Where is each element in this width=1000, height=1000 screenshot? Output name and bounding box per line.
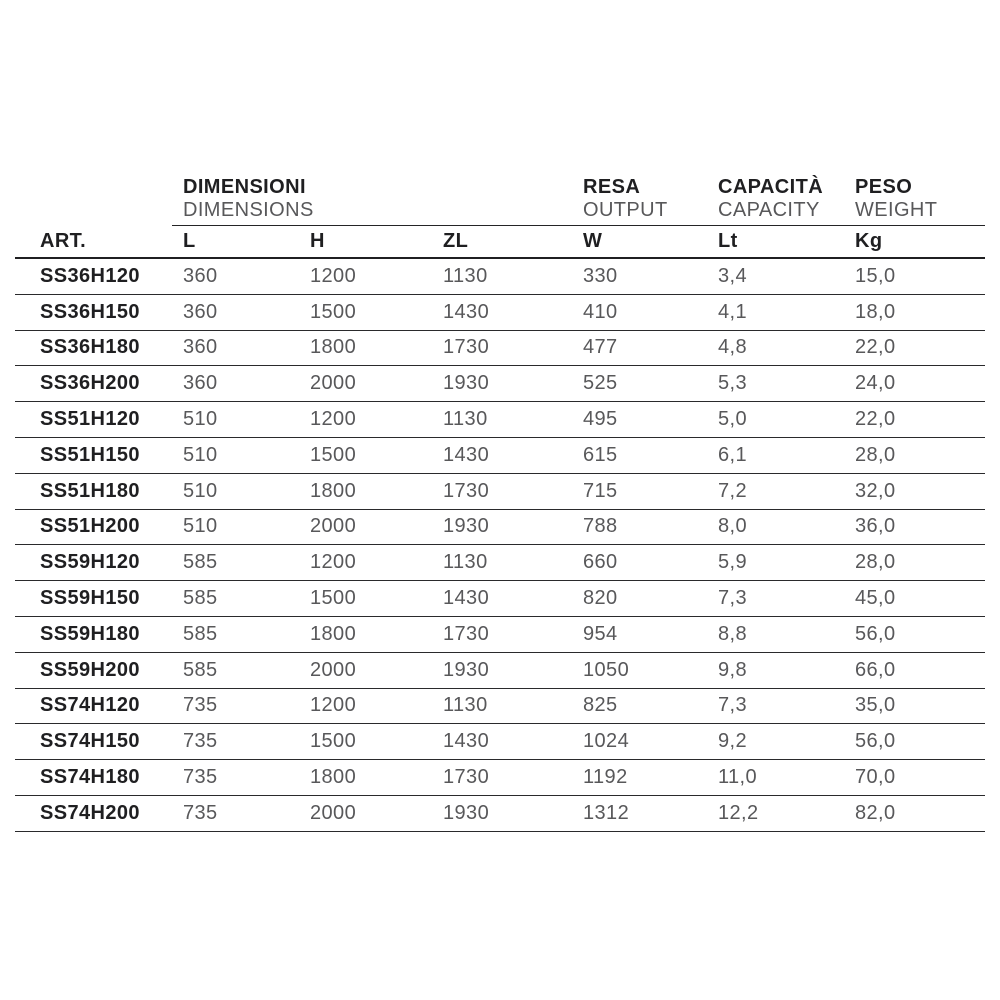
value-cell: 1800 <box>310 622 357 645</box>
table-row <box>15 617 985 653</box>
value-cell: 1500 <box>310 300 357 323</box>
value-cell: 1800 <box>310 336 357 359</box>
value-cell: 660 <box>583 551 618 574</box>
table-row <box>15 510 985 546</box>
value-cell: 32,0 <box>855 479 896 502</box>
value-cell: 7,2 <box>718 479 748 502</box>
art-cell: SS51H180 <box>40 479 140 502</box>
value-cell: 735 <box>183 694 218 717</box>
value-cell: 1430 <box>443 587 490 610</box>
art-cell: SS59H200 <box>40 658 140 681</box>
group-subtitle-capacity: CAPACITY <box>718 199 820 221</box>
value-cell: 735 <box>183 766 218 789</box>
value-cell: 5,3 <box>718 372 748 395</box>
group-dimensions <box>183 176 583 222</box>
column-header-zl: ZL <box>443 230 469 252</box>
table-row <box>15 295 985 331</box>
value-cell: 28,0 <box>855 551 896 574</box>
art-cell: SS36H150 <box>40 300 140 323</box>
value-cell: 735 <box>183 801 218 824</box>
value-cell: 1130 <box>443 694 488 717</box>
value-cell: 6,1 <box>718 443 748 466</box>
column-header-h: H <box>310 230 325 252</box>
table-row <box>15 474 985 510</box>
value-cell: 5,9 <box>718 551 748 574</box>
value-cell: 9,2 <box>718 730 748 753</box>
column-header-row <box>15 226 985 259</box>
value-cell: 1130 <box>443 408 488 431</box>
value-cell: 22,0 <box>855 336 896 359</box>
table-row <box>15 581 985 617</box>
value-cell: 360 <box>183 336 218 359</box>
value-cell: 2000 <box>310 658 357 681</box>
value-cell: 510 <box>183 515 218 538</box>
value-cell: 510 <box>183 408 218 431</box>
value-cell: 788 <box>583 515 618 538</box>
value-cell: 1500 <box>310 730 357 753</box>
value-cell: 585 <box>183 587 218 610</box>
value-cell: 585 <box>183 658 218 681</box>
value-cell: 1050 <box>583 658 630 681</box>
art-cell: SS51H200 <box>40 515 140 538</box>
art-cell: SS74H200 <box>40 801 140 824</box>
column-header-kg: Kg <box>855 230 883 252</box>
value-cell: 2000 <box>310 801 357 824</box>
art-cell: SS51H150 <box>40 443 140 466</box>
value-cell: 1430 <box>443 730 490 753</box>
group-title-dimensioni: DIMENSIONI <box>183 176 306 198</box>
value-cell: 330 <box>583 264 618 287</box>
value-cell: 615 <box>583 443 618 466</box>
art-cell: SS59H150 <box>40 587 140 610</box>
value-cell: 4,1 <box>718 300 748 323</box>
spec-table <box>15 176 985 832</box>
value-cell: 825 <box>583 694 618 717</box>
table-row <box>15 402 985 438</box>
table-row <box>15 438 985 474</box>
value-cell: 4,8 <box>718 336 748 359</box>
value-cell: 1930 <box>443 658 490 681</box>
art-cell: SS51H120 <box>40 408 140 431</box>
value-cell: 585 <box>183 622 218 645</box>
value-cell: 1200 <box>310 264 357 287</box>
value-cell: 1130 <box>443 264 488 287</box>
art-cell: SS59H120 <box>40 551 140 574</box>
value-cell: 8,0 <box>718 515 748 538</box>
value-cell: 510 <box>183 443 218 466</box>
group-title-resa: RESA <box>583 176 641 198</box>
value-cell: 495 <box>583 408 618 431</box>
value-cell: 9,8 <box>718 658 748 681</box>
column-header-l: L <box>183 230 196 252</box>
value-cell: 1730 <box>443 766 490 789</box>
value-cell: 1500 <box>310 443 357 466</box>
value-cell: 1200 <box>310 694 357 717</box>
table-row <box>15 366 985 402</box>
value-cell: 820 <box>583 587 618 610</box>
value-cell: 1024 <box>583 730 630 753</box>
column-header-art: ART. <box>40 230 87 252</box>
value-cell: 15,0 <box>855 264 896 287</box>
value-cell: 2000 <box>310 372 357 395</box>
art-cell: SS59H180 <box>40 622 140 645</box>
value-cell: 1430 <box>443 300 490 323</box>
value-cell: 410 <box>583 300 618 323</box>
value-cell: 1192 <box>583 766 628 789</box>
value-cell: 1800 <box>310 479 357 502</box>
value-cell: 1930 <box>443 372 490 395</box>
value-cell: 1312 <box>583 801 630 824</box>
value-cell: 1200 <box>310 408 357 431</box>
value-cell: 11,0 <box>718 766 758 789</box>
value-cell: 70,0 <box>855 766 896 789</box>
value-cell: 82,0 <box>855 801 896 824</box>
value-cell: 360 <box>183 372 218 395</box>
value-cell: 8,8 <box>718 622 748 645</box>
value-cell: 525 <box>583 372 618 395</box>
group-title-capacita: CAPACITÀ <box>718 176 824 198</box>
value-cell: 28,0 <box>855 443 896 466</box>
value-cell: 56,0 <box>855 730 896 753</box>
value-cell: 954 <box>583 622 618 645</box>
table-row <box>15 689 985 725</box>
table-row <box>15 653 985 689</box>
column-header-lt: Lt <box>718 230 738 252</box>
value-cell: 585 <box>183 551 218 574</box>
value-cell: 1430 <box>443 443 490 466</box>
group-subtitle-dimensions: DIMENSIONS <box>183 199 314 221</box>
group-weight <box>855 176 985 222</box>
art-cell: SS74H180 <box>40 766 140 789</box>
value-cell: 66,0 <box>855 658 896 681</box>
value-cell: 36,0 <box>855 515 896 538</box>
value-cell: 24,0 <box>855 372 896 395</box>
column-header-w: W <box>583 230 603 252</box>
value-cell: 1500 <box>310 587 357 610</box>
value-cell: 735 <box>183 730 218 753</box>
value-cell: 1930 <box>443 515 490 538</box>
table-row <box>15 796 985 832</box>
value-cell: 7,3 <box>718 587 748 610</box>
value-cell: 45,0 <box>855 587 896 610</box>
group-subtitle-weight: WEIGHT <box>855 199 938 221</box>
table-body <box>15 259 985 832</box>
value-cell: 18,0 <box>855 300 896 323</box>
value-cell: 12,2 <box>718 801 759 824</box>
group-title-peso: PESO <box>855 176 913 198</box>
value-cell: 2000 <box>310 515 357 538</box>
value-cell: 5,0 <box>718 408 748 431</box>
value-cell: 3,4 <box>718 264 748 287</box>
group-subtitle-output: OUTPUT <box>583 199 668 221</box>
value-cell: 1730 <box>443 622 490 645</box>
value-cell: 56,0 <box>855 622 896 645</box>
value-cell: 510 <box>183 479 218 502</box>
group-capacity <box>718 176 855 222</box>
value-cell: 1130 <box>443 551 488 574</box>
art-cell: SS74H120 <box>40 694 140 717</box>
value-cell: 360 <box>183 264 218 287</box>
table-row <box>15 760 985 796</box>
value-cell: 22,0 <box>855 408 896 431</box>
art-cell: SS36H200 <box>40 372 140 395</box>
table-row <box>15 331 985 367</box>
value-cell: 360 <box>183 300 218 323</box>
art-cell: SS36H120 <box>40 264 140 287</box>
value-cell: 35,0 <box>855 694 896 717</box>
value-cell: 1730 <box>443 479 490 502</box>
table-row <box>15 724 985 760</box>
value-cell: 477 <box>583 336 618 359</box>
table-row <box>15 545 985 581</box>
group-header-row <box>15 176 985 222</box>
group-output <box>583 176 718 222</box>
value-cell: 715 <box>583 479 618 502</box>
value-cell: 1800 <box>310 766 357 789</box>
value-cell: 7,3 <box>718 694 748 717</box>
value-cell: 1930 <box>443 801 490 824</box>
art-cell: SS74H150 <box>40 730 140 753</box>
value-cell: 1200 <box>310 551 357 574</box>
value-cell: 1730 <box>443 336 490 359</box>
art-cell: SS36H180 <box>40 336 140 359</box>
table-row <box>15 259 985 295</box>
